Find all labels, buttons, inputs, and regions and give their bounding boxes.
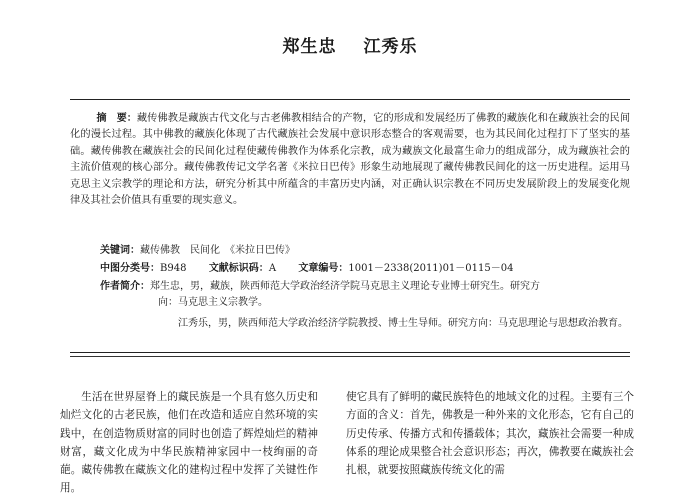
article-number-label: 文章编号： — [298, 263, 349, 274]
article-number-value: 1001－2338(2011)01－0115－04 — [348, 263, 514, 274]
bottom-rule — [70, 352, 630, 353]
doc-code-value: A — [268, 263, 277, 274]
author-intro-first — [70, 279, 660, 311]
body-paragraph-left: 生活在世界屋脊上的藏民族是一个具有悠久历史和灿烂文化的古老民族，他们在改造和适应自然环境的实践中，在创造物质财富的同时也创造了辉煌灿烂的精神财富，藏文化成为中华民族精神家园中一枝绚丽的奇葩。藏传佛教在藏族文化的建构过程中发挥了关键性作用。 — [60, 391, 318, 495]
abstract-label: 摘 要： — [96, 113, 137, 124]
clc-label: 中图分类号： — [100, 263, 160, 274]
body-paragraph-right: 使它具有了鲜明的藏民族特色的地域文化的过程。主要有三个方面的含义：首先，佛教是一种外来的文化形态，它有自己的历史传承、传播方式和传播载体；其次，藏族社会需要一种成体系的理论成果整合社会意识形态；再次，佛教要在藏族社会扎根，就要按照藏族传统文化的需 — [346, 391, 634, 477]
clc-value: B948 — [160, 263, 187, 274]
author-intro-label: 作者简介： — [100, 281, 150, 292]
classification-line — [70, 261, 660, 277]
bottom-rule-thin — [70, 356, 630, 357]
author-name-1: 郑生忠 — [282, 37, 337, 57]
abstract-text: 藏传佛教是藏族古代文化与古老佛教相结合的产物，它的形成和发展经历了佛教的藏族化和在藏族社会的民间化的漫长过程。其中佛教的藏族化体现了古代藏族社会发展中意识形态整合的客观需要，也为其民间化过程打下了坚实的基础。藏传佛教在藏族社会的民间化过程使藏传佛教作为体系化宗教，成为藏族文化最富生命力的组成部分，成为藏族社会的主流价值观的核心部分。藏传佛教传记文学名著《米拉日巴传》形象生动地展现了藏传佛教民间化的这一历史进程。运用马克思主义宗教学的理论和方法，研究分析其中所蕴含的丰富历史内涵，对正确认识宗教在不同历史发展阶段上的发展变化规律及其社会价值具有重要的现实意义。 — [70, 113, 631, 207]
doc-code-label: 文献标识码： — [208, 263, 269, 274]
author-names — [0, 32, 700, 57]
top-rule — [70, 99, 630, 100]
keywords-text: 藏传佛教 民间化 《米拉日巴传》 — [140, 245, 295, 256]
body-column-right — [346, 388, 634, 479]
author-intro-first-continued: 向：马克思主义宗教学。 — [158, 297, 268, 308]
body-column-left — [60, 388, 318, 498]
author-name-2: 江秀乐 — [363, 37, 418, 57]
abstract-paragraph — [70, 111, 630, 209]
keywords-line — [70, 243, 660, 259]
author-intro-second: 江秀乐，男，陕西师范大学政治经济学院教授、博士生导师。研究方向：马克思理论与思想政治教育。 — [178, 318, 628, 329]
author-intro-first-text: 郑生忠，男，藏族，陕西师范大学政治经济学院马克思主义理论专业博士研究生。研究方 — [150, 281, 540, 292]
keywords-label: 关键词： — [100, 245, 140, 256]
abstract — [70, 111, 630, 209]
